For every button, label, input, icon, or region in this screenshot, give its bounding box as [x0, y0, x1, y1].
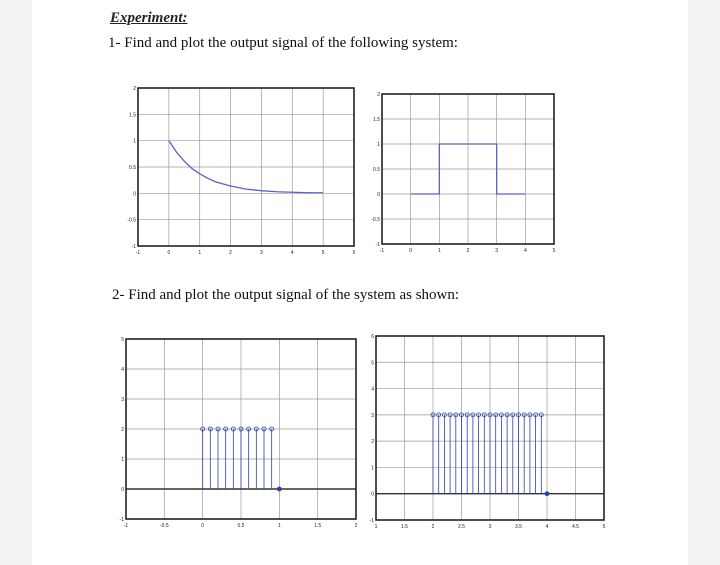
x-tick-label: 3: [488, 524, 492, 530]
x-tick-label: 5: [321, 250, 325, 256]
y-tick-label: 2: [133, 86, 136, 92]
question-2-text: 2- Find and plot the output signal of the system as shown:: [112, 287, 460, 303]
x-tick-label: 0.5: [237, 523, 245, 529]
x-tick-label: 2: [431, 524, 435, 530]
x-tick-label: 1: [277, 523, 281, 529]
y-tick-label: -1: [369, 518, 374, 524]
x-tick-label: 5: [602, 524, 606, 530]
x-tick-label: -1: [123, 523, 129, 529]
x-tick-label: 2: [354, 523, 358, 529]
y-tick-label: 1: [121, 457, 124, 463]
x-tick-label: 2: [229, 250, 232, 256]
y-tick-label: -0.5: [371, 217, 380, 223]
y-tick-label: -0.5: [127, 217, 136, 224]
y-tick-label: 0: [371, 491, 374, 498]
experiment-heading: Experiment:: [110, 10, 188, 26]
stem-marker: [545, 492, 549, 496]
x-tick-label: 3: [260, 250, 263, 256]
x-tick-label: 1: [437, 248, 441, 254]
y-tick-label: 1: [133, 138, 136, 145]
y-tick-label: 0: [133, 191, 136, 198]
x-tick-label: 4: [523, 248, 527, 254]
y-tick-label: -1: [119, 517, 124, 523]
y-tick-label: 2: [371, 439, 374, 446]
x-tick-label: 1.5: [401, 524, 408, 530]
stem-plot-left: [116, 335, 364, 535]
y-tick-label: 1: [371, 465, 374, 472]
question-1-text: 1- Find and plot the output signal of the following system:: [108, 35, 458, 51]
y-tick-label: 4: [371, 386, 374, 393]
x-tick-label: 4.5: [572, 524, 579, 530]
x-tick-label: 1: [198, 250, 202, 256]
y-tick-label: -1: [131, 244, 136, 250]
y-tick-label: 0: [121, 487, 124, 493]
y-tick-label: 4: [121, 367, 124, 373]
x-tick-label: 1.5: [314, 523, 322, 529]
x-tick-label: 5: [552, 248, 556, 254]
x-tick-label: 3.5: [515, 524, 522, 530]
y-tick-label: 5: [121, 337, 124, 343]
x-tick-label: 2.5: [458, 524, 465, 530]
y-tick-label: 3: [371, 412, 374, 419]
y-tick-label: -1: [375, 242, 380, 248]
document-page: [32, 0, 688, 565]
y-tick-label: 3: [121, 397, 124, 403]
y-tick-label: 1.5: [373, 117, 380, 123]
y-tick-label: 2: [121, 427, 124, 433]
stem-plot-right: [368, 332, 612, 534]
x-tick-label: 4: [290, 250, 294, 256]
x-tick-label: 0: [167, 250, 171, 256]
y-tick-label: 1.5: [129, 112, 136, 119]
x-tick-label: -0.5: [160, 523, 169, 529]
y-tick-label: 0: [377, 192, 380, 198]
x-tick-label: 6: [352, 250, 356, 256]
y-tick-label: 5: [371, 360, 374, 367]
y-tick-label: 1: [377, 142, 380, 148]
x-tick-label: -1: [379, 248, 385, 254]
x-tick-label: 0: [201, 523, 205, 529]
y-tick-label: 2: [377, 92, 380, 98]
y-tick-label: 6: [371, 334, 374, 340]
x-tick-label: 3: [495, 248, 499, 254]
decay-plot: [128, 86, 364, 262]
x-tick-label: 0: [409, 248, 413, 254]
y-tick-label: 0.5: [373, 167, 380, 173]
x-tick-label: -1: [135, 250, 141, 256]
x-tick-label: 2: [466, 248, 470, 254]
y-tick-label: 0.5: [129, 165, 136, 171]
x-tick-label: 4: [545, 524, 549, 530]
stem-marker: [277, 487, 281, 491]
x-tick-label: 1: [374, 524, 378, 530]
pulse-plot: [372, 90, 568, 260]
